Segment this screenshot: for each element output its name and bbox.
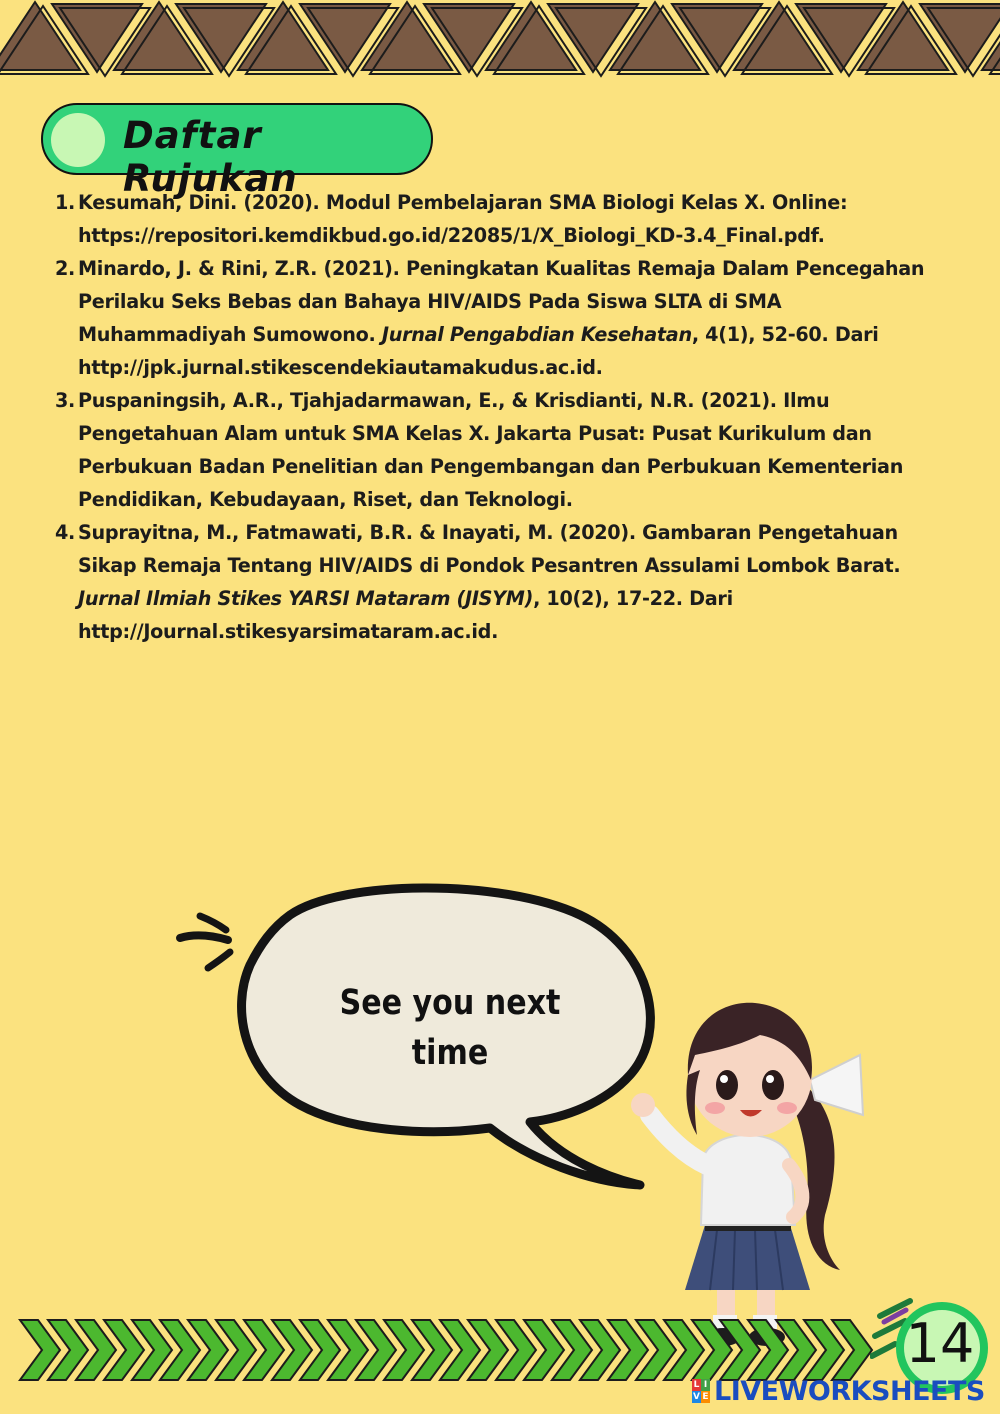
page-title: Daftar Rujukan: [123, 114, 298, 200]
reference-number: 4.: [55, 521, 76, 544]
logo-text: LIVEWORKSHEETS: [714, 1375, 985, 1407]
title-banner: [41, 103, 433, 200]
page-number: 14: [905, 1312, 975, 1375]
reference-item: [55, 384, 935, 516]
reference-list: [55, 186, 935, 648]
logo-mark-icon: L I V E: [693, 1380, 709, 1402]
reference-text: Minardo, J. & Rini, Z.R. (2021). Peningkatan Kualitas Remaja Dalam Pencegahan Perilaku Seks Bebas dan Bahaya HIV/AIDS Pada Siswa SLTA di SMA Muhammadiyah Sumowono.: [78, 257, 925, 346]
title-dot-icon: [51, 113, 105, 167]
reference-journal: Jurnal Ilmiah Stikes YARSI Mataram (JISYM): [78, 587, 534, 610]
reference-number: 3.: [55, 389, 76, 412]
reference-text: , 4(1), 52-60. Dari http://jpk.jurnal.stikescendekiautamakudus.ac.id.: [78, 323, 879, 379]
triangle-border-top: [0, 0, 1000, 80]
reference-text: Kesumah, Dini. (2020). Modul Pembelajaran SMA Biologi Kelas X. Online: https://repositori.kemdikbud.go.id/22085/1/X_Biologi_KD-3.4_Final.pdf.: [78, 191, 848, 247]
liveworksheets-logo[interactable]: [692, 1376, 985, 1406]
reference-number: 2.: [55, 257, 76, 280]
reference-number: 1.: [55, 191, 76, 214]
reference-text: Puspaningsih, A.R., Tjahjadarmawan, E., & Krisdianti, N.R. (2021). Ilmu Pengetahuan Alam untuk SMA Kelas X. Jakarta Pusat: Pusat Kurikulum dan Perbukuan Badan Penelitian dan Pengembangan dan Perbukuan Kementerian Pendidikan, Kebudayaan, Riset, dan Teknologi.: [78, 389, 904, 511]
reference-item: [55, 186, 935, 252]
reference-journal: Jurnal Pengabdian Kesehatan: [381, 323, 692, 346]
girl-illustration: [625, 985, 870, 1357]
speech-bubble-text: See you next time: [339, 983, 561, 1073]
reference-item: [55, 252, 935, 384]
reference-item: [55, 516, 935, 648]
reference-text: , 10(2), 17-22. Dari http://Journal.stikesyarsimataram.ac.id.: [78, 587, 733, 643]
reference-text: Suprayitna, M., Fatmawati, B.R. & Inayati, M. (2020). Gambaran Pengetahuan Sikap Remaja Tentang HIV/AIDS di Pondok Pesantren Assulami Lombok Barat.: [78, 521, 901, 577]
